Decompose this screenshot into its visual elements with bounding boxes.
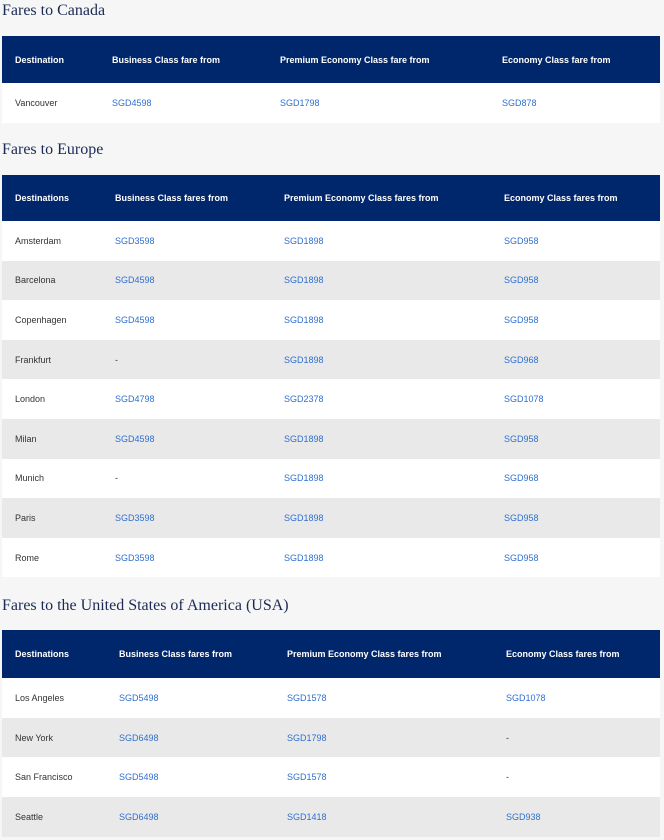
table-row <box>2 379 660 419</box>
premium-economy-fare-link[interactable]: SGD1898 <box>284 275 324 286</box>
premium-economy-fare-link[interactable]: SGD1798 <box>280 98 320 108</box>
economy-fare-link[interactable]: SGD958 <box>504 275 539 286</box>
business-fare: - <box>102 459 271 499</box>
premium-economy-fare-link[interactable]: SGD2378 <box>284 394 324 405</box>
destination-cell: Rome <box>2 538 102 578</box>
economy-fare <box>493 678 660 718</box>
economy-fare-link[interactable]: SGD958 <box>504 433 539 444</box>
economy-fare-link[interactable]: SGD958 <box>504 552 539 563</box>
destination-cell: Paris <box>2 498 102 538</box>
economy-fare <box>491 538 660 578</box>
header-economy: Economy Class fares from <box>493 630 660 678</box>
economy-fare <box>491 379 660 419</box>
table-row <box>2 538 660 578</box>
premium-economy-fare <box>271 498 491 538</box>
business-fare-link[interactable]: SGD5498 <box>119 692 159 703</box>
premium-economy-fare-link[interactable]: SGD1898 <box>284 512 324 523</box>
economy-fare <box>491 340 660 380</box>
destination-cell: Los Angeles <box>2 678 106 718</box>
premium-economy-fare-link[interactable]: SGD1418 <box>287 811 327 822</box>
economy-fare <box>491 261 660 301</box>
fares-table-usa <box>2 630 660 837</box>
fares-table-canada <box>2 36 660 123</box>
business-fare-link[interactable]: SGD4598 <box>112 98 152 108</box>
destination-cell: Frankfurt <box>2 340 102 380</box>
section-title-europe: Fares to Europe <box>2 141 104 158</box>
business-fare <box>106 718 274 758</box>
table-header-row <box>2 630 660 678</box>
business-fare-link[interactable]: SGD3598 <box>115 552 155 563</box>
business-fare-link[interactable]: SGD5498 <box>119 772 159 783</box>
business-fare-link[interactable]: SGD4598 <box>115 314 155 325</box>
premium-economy-fare-link[interactable]: SGD1898 <box>284 354 324 365</box>
business-fare <box>102 379 271 419</box>
premium-economy-fare <box>274 678 493 718</box>
destination-cell: Seattle <box>2 797 106 837</box>
header-destination: Destination <box>2 36 99 83</box>
economy-fare <box>493 797 660 837</box>
table-row <box>2 678 660 718</box>
table-row <box>2 261 660 301</box>
table-row <box>2 340 660 380</box>
premium-economy-fare <box>271 379 491 419</box>
economy-fare-link[interactable]: SGD958 <box>504 235 539 246</box>
economy-fare: - <box>493 718 660 758</box>
business-fare <box>106 797 274 837</box>
premium-economy-fare-link[interactable]: SGD1798 <box>287 732 327 743</box>
business-fare-link[interactable]: SGD3598 <box>115 235 155 246</box>
section-title-usa: Fares to the United States of America (USA) <box>2 597 289 614</box>
header-premium-economy: Premium Economy Class fare from <box>267 36 489 83</box>
premium-economy-fare <box>271 261 491 301</box>
economy-fare <box>491 459 660 499</box>
business-fare: - <box>102 340 271 380</box>
header-business: Business Class fares from <box>106 630 274 678</box>
economy-fare <box>491 419 660 459</box>
table-header-row <box>2 175 660 221</box>
premium-economy-fare <box>271 419 491 459</box>
business-fare <box>102 419 271 459</box>
premium-economy-fare <box>271 221 491 261</box>
premium-economy-fare-link[interactable]: SGD1898 <box>284 552 324 563</box>
table-row <box>2 498 660 538</box>
business-fare <box>102 300 271 340</box>
business-fare-link[interactable]: SGD6498 <box>119 732 159 743</box>
table-row <box>2 459 660 499</box>
business-fare-link[interactable]: SGD4798 <box>115 394 155 405</box>
premium-economy-fare <box>271 300 491 340</box>
business-fare <box>99 83 267 123</box>
header-economy: Economy Class fare from <box>489 36 660 83</box>
destination-cell: Amsterdam <box>2 221 102 261</box>
header-premium-economy: Premium Economy Class fares from <box>274 630 493 678</box>
table-row <box>2 757 660 797</box>
destination-cell: Vancouver <box>2 83 99 123</box>
fares-table-europe <box>2 175 660 577</box>
premium-economy-fare-link[interactable]: SGD1898 <box>284 473 324 484</box>
section-title-canada: Fares to Canada <box>2 2 106 19</box>
business-fare-link[interactable]: SGD6498 <box>119 811 159 822</box>
business-fare <box>102 538 271 578</box>
destination-cell: San Francisco <box>2 757 106 797</box>
economy-fare-link[interactable]: SGD958 <box>504 512 539 523</box>
premium-economy-fare <box>274 797 493 837</box>
header-destination: Destinations <box>2 175 102 221</box>
premium-economy-fare <box>271 340 491 380</box>
header-destination: Destinations <box>2 630 106 678</box>
header-premium-economy: Premium Economy Class fares from <box>271 175 491 221</box>
business-fare <box>102 498 271 538</box>
table-header-row <box>2 36 660 83</box>
premium-economy-fare-link[interactable]: SGD1898 <box>284 314 324 325</box>
destination-cell: London <box>2 379 102 419</box>
business-fare <box>106 757 274 797</box>
premium-economy-fare-link[interactable]: SGD1578 <box>287 772 327 783</box>
premium-economy-fare <box>271 459 491 499</box>
economy-fare <box>491 221 660 261</box>
header-business: Business Class fares from <box>102 175 271 221</box>
economy-fare-link[interactable]: SGD968 <box>504 473 539 484</box>
business-fare <box>106 678 274 718</box>
destination-cell: Barcelona <box>2 261 102 301</box>
table-row <box>2 419 660 459</box>
premium-economy-fare <box>267 83 489 123</box>
business-fare-link[interactable]: SGD3598 <box>115 512 155 523</box>
destination-cell: Milan <box>2 419 102 459</box>
table-row <box>2 718 660 758</box>
economy-fare-link[interactable]: SGD1078 <box>504 394 544 405</box>
business-fare <box>102 261 271 301</box>
header-economy: Economy Class fares from <box>491 175 660 221</box>
premium-economy-fare <box>271 538 491 578</box>
table-row <box>2 221 660 261</box>
premium-economy-fare <box>274 757 493 797</box>
premium-economy-fare-link[interactable]: SGD1898 <box>284 235 324 246</box>
header-business: Business Class fare from <box>99 36 267 83</box>
destination-cell: Copenhagen <box>2 300 102 340</box>
economy-fare: - <box>493 757 660 797</box>
destination-cell: Munich <box>2 459 102 499</box>
premium-economy-fare <box>274 718 493 758</box>
table-row <box>2 797 660 837</box>
business-fare-link[interactable]: SGD4598 <box>115 275 155 286</box>
economy-fare <box>491 498 660 538</box>
destination-cell: New York <box>2 718 106 758</box>
business-fare-link[interactable]: SGD4598 <box>115 433 155 444</box>
economy-fare-link[interactable]: SGD1078 <box>506 692 546 703</box>
premium-economy-fare-link[interactable]: SGD1898 <box>284 433 324 444</box>
economy-fare-link[interactable]: SGD968 <box>504 354 539 365</box>
economy-fare <box>489 83 660 123</box>
business-fare <box>102 221 271 261</box>
premium-economy-fare-link[interactable]: SGD1578 <box>287 692 327 703</box>
table-row <box>2 83 660 123</box>
economy-fare-link[interactable]: SGD958 <box>504 314 539 325</box>
economy-fare <box>491 300 660 340</box>
economy-fare-link[interactable]: SGD878 <box>502 98 537 108</box>
economy-fare-link[interactable]: SGD938 <box>506 811 541 822</box>
table-row <box>2 300 660 340</box>
